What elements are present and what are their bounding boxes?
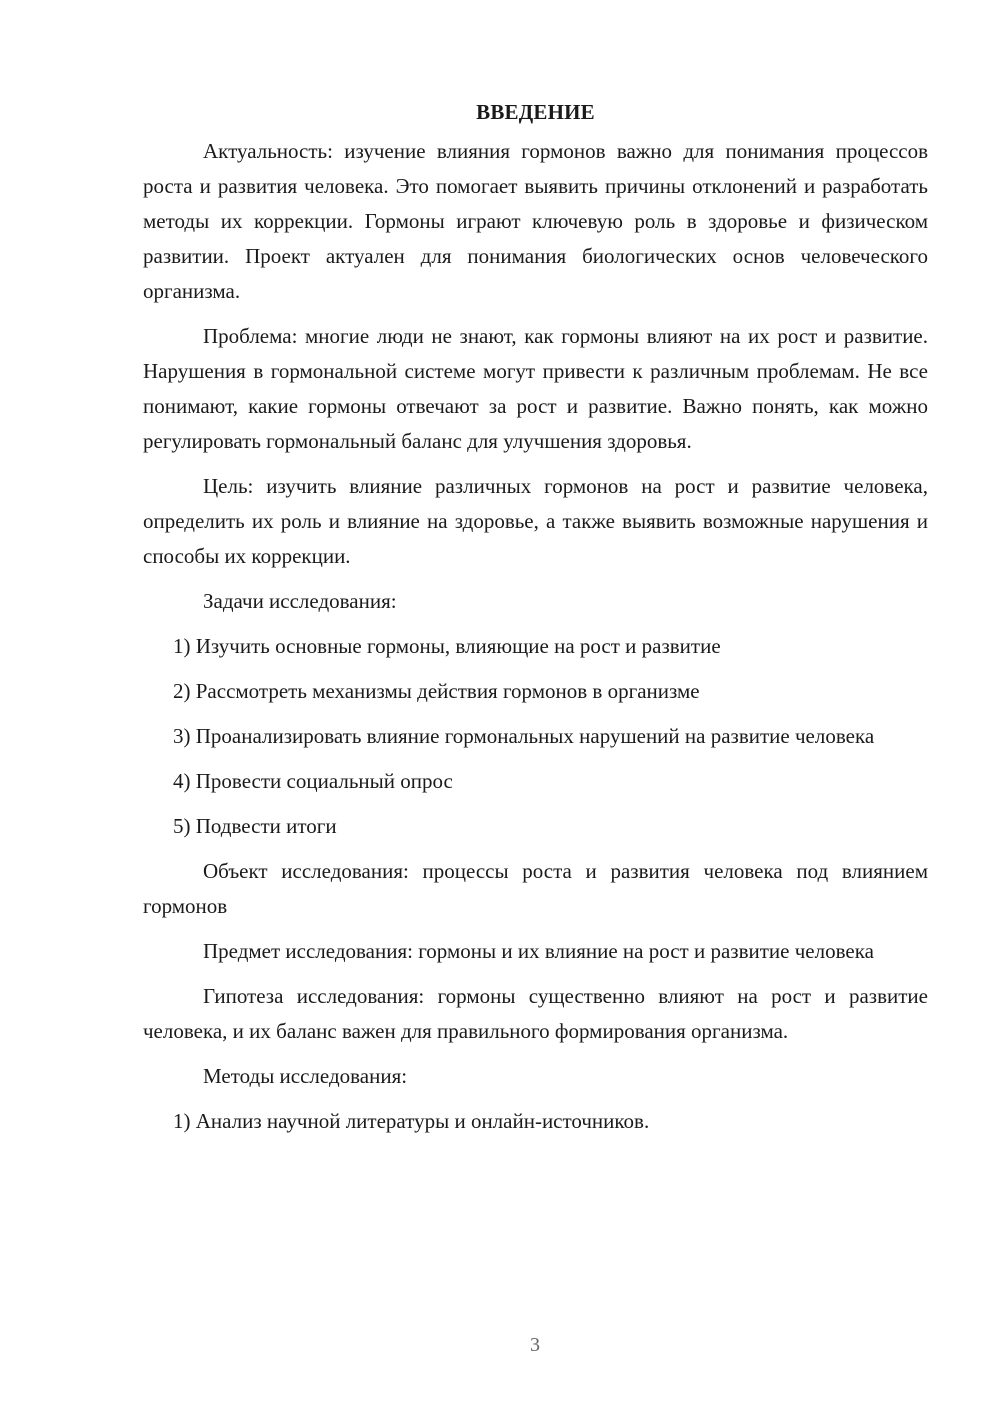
page-number: 3 <box>530 1334 540 1356</box>
task-item: 1) Изучить основные гормоны, влияющие на рост и развитие <box>173 634 721 658</box>
method-item: 1) Анализ научной литературы и онлайн-источников. <box>173 1109 650 1133</box>
goal-paragraph: Цель: изучить влияние различных гормонов на рост и развитие человека, определить их роль и влияние на здоровье, а также выявить возможные нарушения и способы их коррекции. <box>143 474 928 568</box>
problem-paragraph: Проблема: многие люди не знают, как гормоны влияют на их рост и развитие. Нарушения в гормональной системе могут привести к различным проблемам. Не все понимают, какие гормоны отвечают за рост и развитие. Важно понять, как можно регулировать гормональный баланс для улучшения здоровья. <box>143 324 928 453</box>
object-paragraph: Объект исследования: процессы роста и развития человека под влиянием гормонов <box>143 859 928 918</box>
task-item: 5) Подвести итоги <box>173 814 337 838</box>
task-item: 4) Провести социальный опрос <box>173 769 453 793</box>
subject-paragraph: Предмет исследования: гормоны и их влияние на рост и развитие человека <box>203 939 874 963</box>
task-item: 3) Проанализировать влияние гормональных нарушений на развитие человека <box>173 724 875 748</box>
tasks-heading: Задачи исследования: <box>203 589 397 613</box>
page-content <box>143 95 928 1149</box>
relevance-paragraph: Актуальность: изучение влияния гормонов важно для понимания процессов роста и развития человека. Это помогает выявить причины отклонений и разработать методы их коррекции. Гормоны играют ключевую роль в здоровье и физическом развитии. Проект актуален для понимания биологических основ человеческого организма. <box>143 139 928 303</box>
hypothesis-paragraph: Гипотеза исследования: гормоны существенно влияют на рост и развитие человека, и их баланс важен для правильного формирования организма. <box>143 984 928 1043</box>
task-item: 2) Рассмотреть механизмы действия гормонов в организме <box>173 679 700 703</box>
page-title: ВВЕДЕНИЕ <box>476 100 595 124</box>
methods-heading: Методы исследования: <box>203 1064 408 1088</box>
